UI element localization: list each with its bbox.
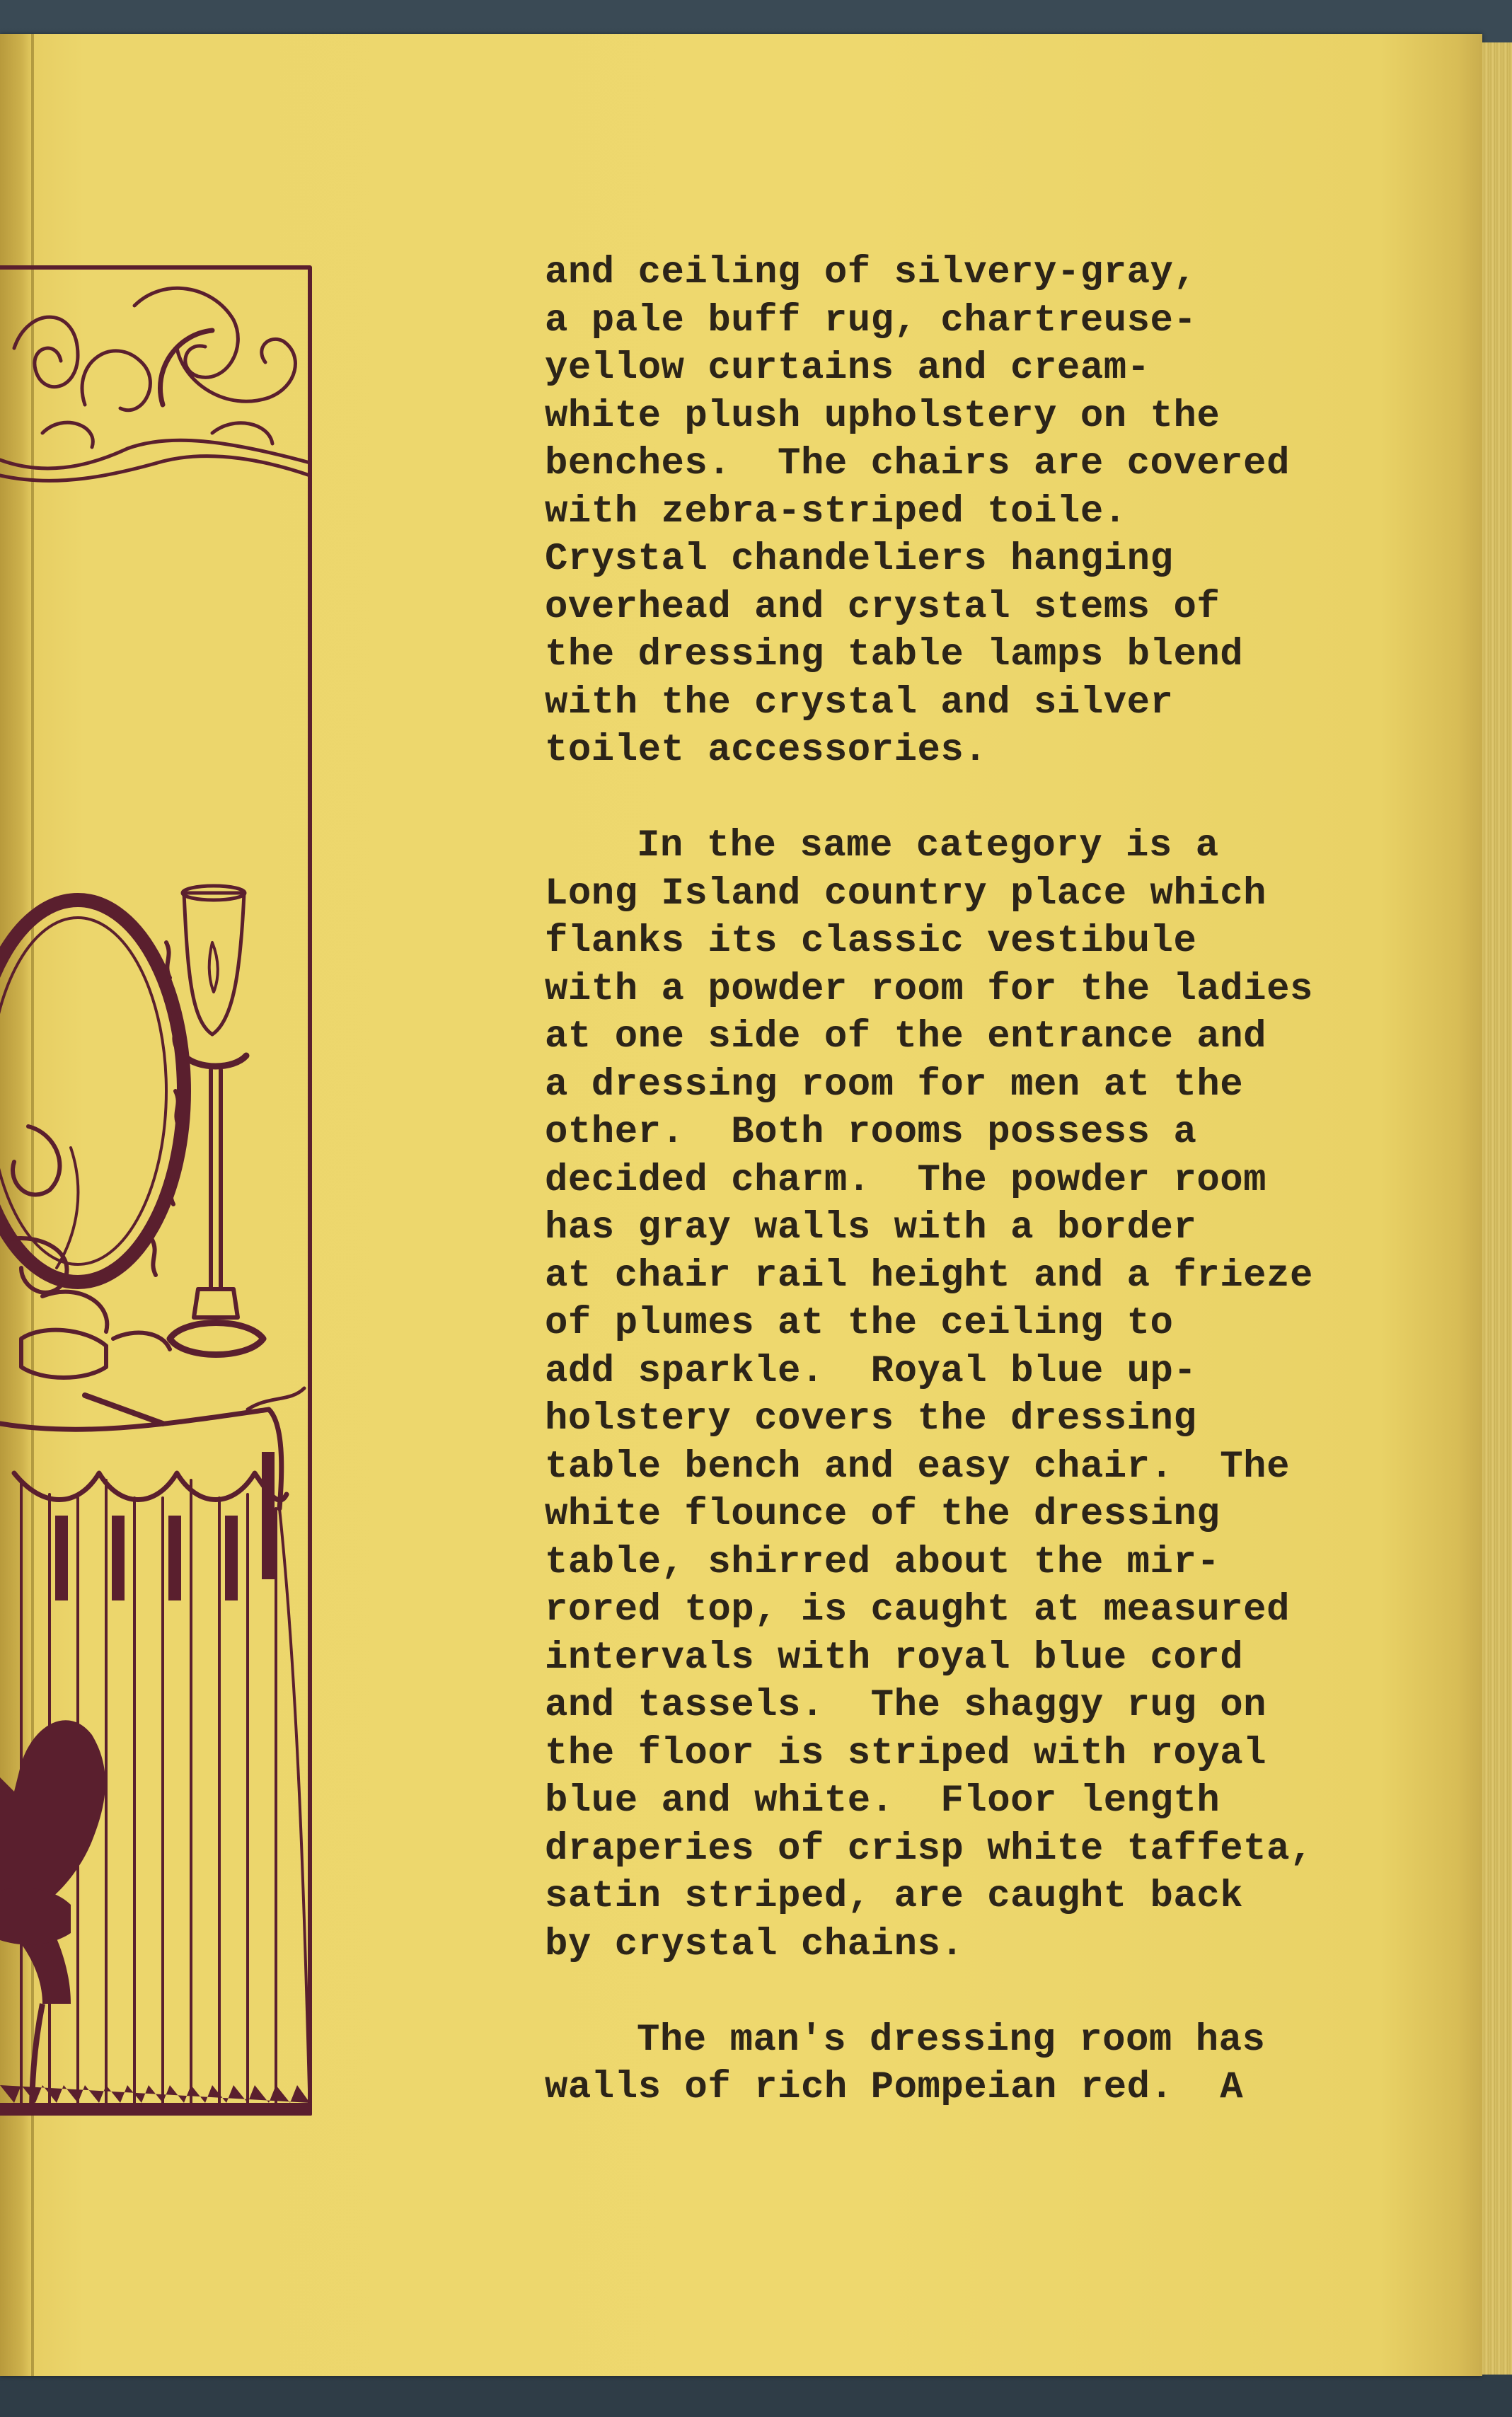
lamp-chimney [184, 893, 244, 1034]
dressing-table-illustration [0, 263, 315, 2116]
table-swag [14, 1473, 287, 1500]
text-line: white flounce of the dressing [545, 1493, 1220, 1536]
text-line: add sparkle. Royal blue up- [545, 1349, 1197, 1393]
text-line: white plush upholstery on the [545, 394, 1220, 438]
text-line: other. Both rooms possess a [545, 1111, 1197, 1154]
text-line: toilet accessories. [545, 729, 988, 772]
text-line: decided charm. The powder room [545, 1158, 1267, 1202]
tassels [55, 1516, 238, 1600]
text-line: Crystal chandeliers hanging [545, 538, 1174, 581]
text-line: the floor is striped with royal [545, 1731, 1267, 1775]
text-line: with a powder room for the ladies [545, 967, 1313, 1011]
body-text [545, 249, 1380, 2159]
text-line: The man's dressing room has [637, 2018, 1266, 2062]
text-line: benches. The chairs are covered [545, 442, 1290, 485]
text-line: Long Island country place which [545, 872, 1267, 916]
text-line: flanks its classic vestibule [545, 920, 1197, 963]
text-line: walls of rich Pompeian red. A [545, 2066, 1244, 2109]
lamp-base [170, 1323, 263, 1355]
text-line: at one side of the entrance and [545, 1015, 1267, 1058]
dressing-table-illustration-icon [0, 263, 315, 2116]
text-line: with zebra-striped toile. [545, 490, 1127, 533]
mirror-frame [0, 900, 184, 1282]
text-line: holstery covers the dressing [545, 1397, 1197, 1441]
text-line: and tassels. The shaggy rug on [545, 1684, 1267, 1727]
text-line: by crystal chains. [545, 1922, 964, 1966]
text-line: rored top, is caught at measured [545, 1588, 1290, 1632]
text-line: and ceiling of silvery-gray, [545, 251, 1197, 294]
text-line: overhead and crystal stems of [545, 585, 1220, 629]
text-line: In the same category is a [637, 824, 1219, 867]
text-line: blue and white. Floor length [545, 1779, 1220, 1823]
paragraph-1 [545, 249, 1380, 775]
page-edges [1482, 42, 1512, 2375]
rug-fringe [0, 2085, 310, 2103]
text-line: of plumes at the ceiling to [545, 1302, 1174, 1345]
text-line: with the crystal and silver [545, 681, 1174, 725]
text-line: a dressing room for men at the [545, 1063, 1244, 1107]
text-line: a pale buff rug, chartreuse- [545, 299, 1197, 342]
text-line: yellow curtains and cream- [545, 347, 1150, 390]
text-line: table bench and easy chair. The [545, 1445, 1290, 1489]
text-line: at chair rail height and a frieze [545, 1254, 1313, 1298]
text-line: has gray walls with a border [545, 1206, 1197, 1250]
paragraph-2 [545, 822, 1380, 1968]
text-line: draperies of crisp white taffeta, [545, 1827, 1313, 1871]
text-line: satin striped, are caught back [545, 1875, 1244, 1918]
text-line: the dressing table lamps blend [545, 633, 1244, 676]
text-line: intervals with royal blue cord [545, 1636, 1244, 1680]
paragraph-3 [545, 2017, 1380, 2112]
text-line: table, shirred about the mir- [545, 1540, 1220, 1584]
